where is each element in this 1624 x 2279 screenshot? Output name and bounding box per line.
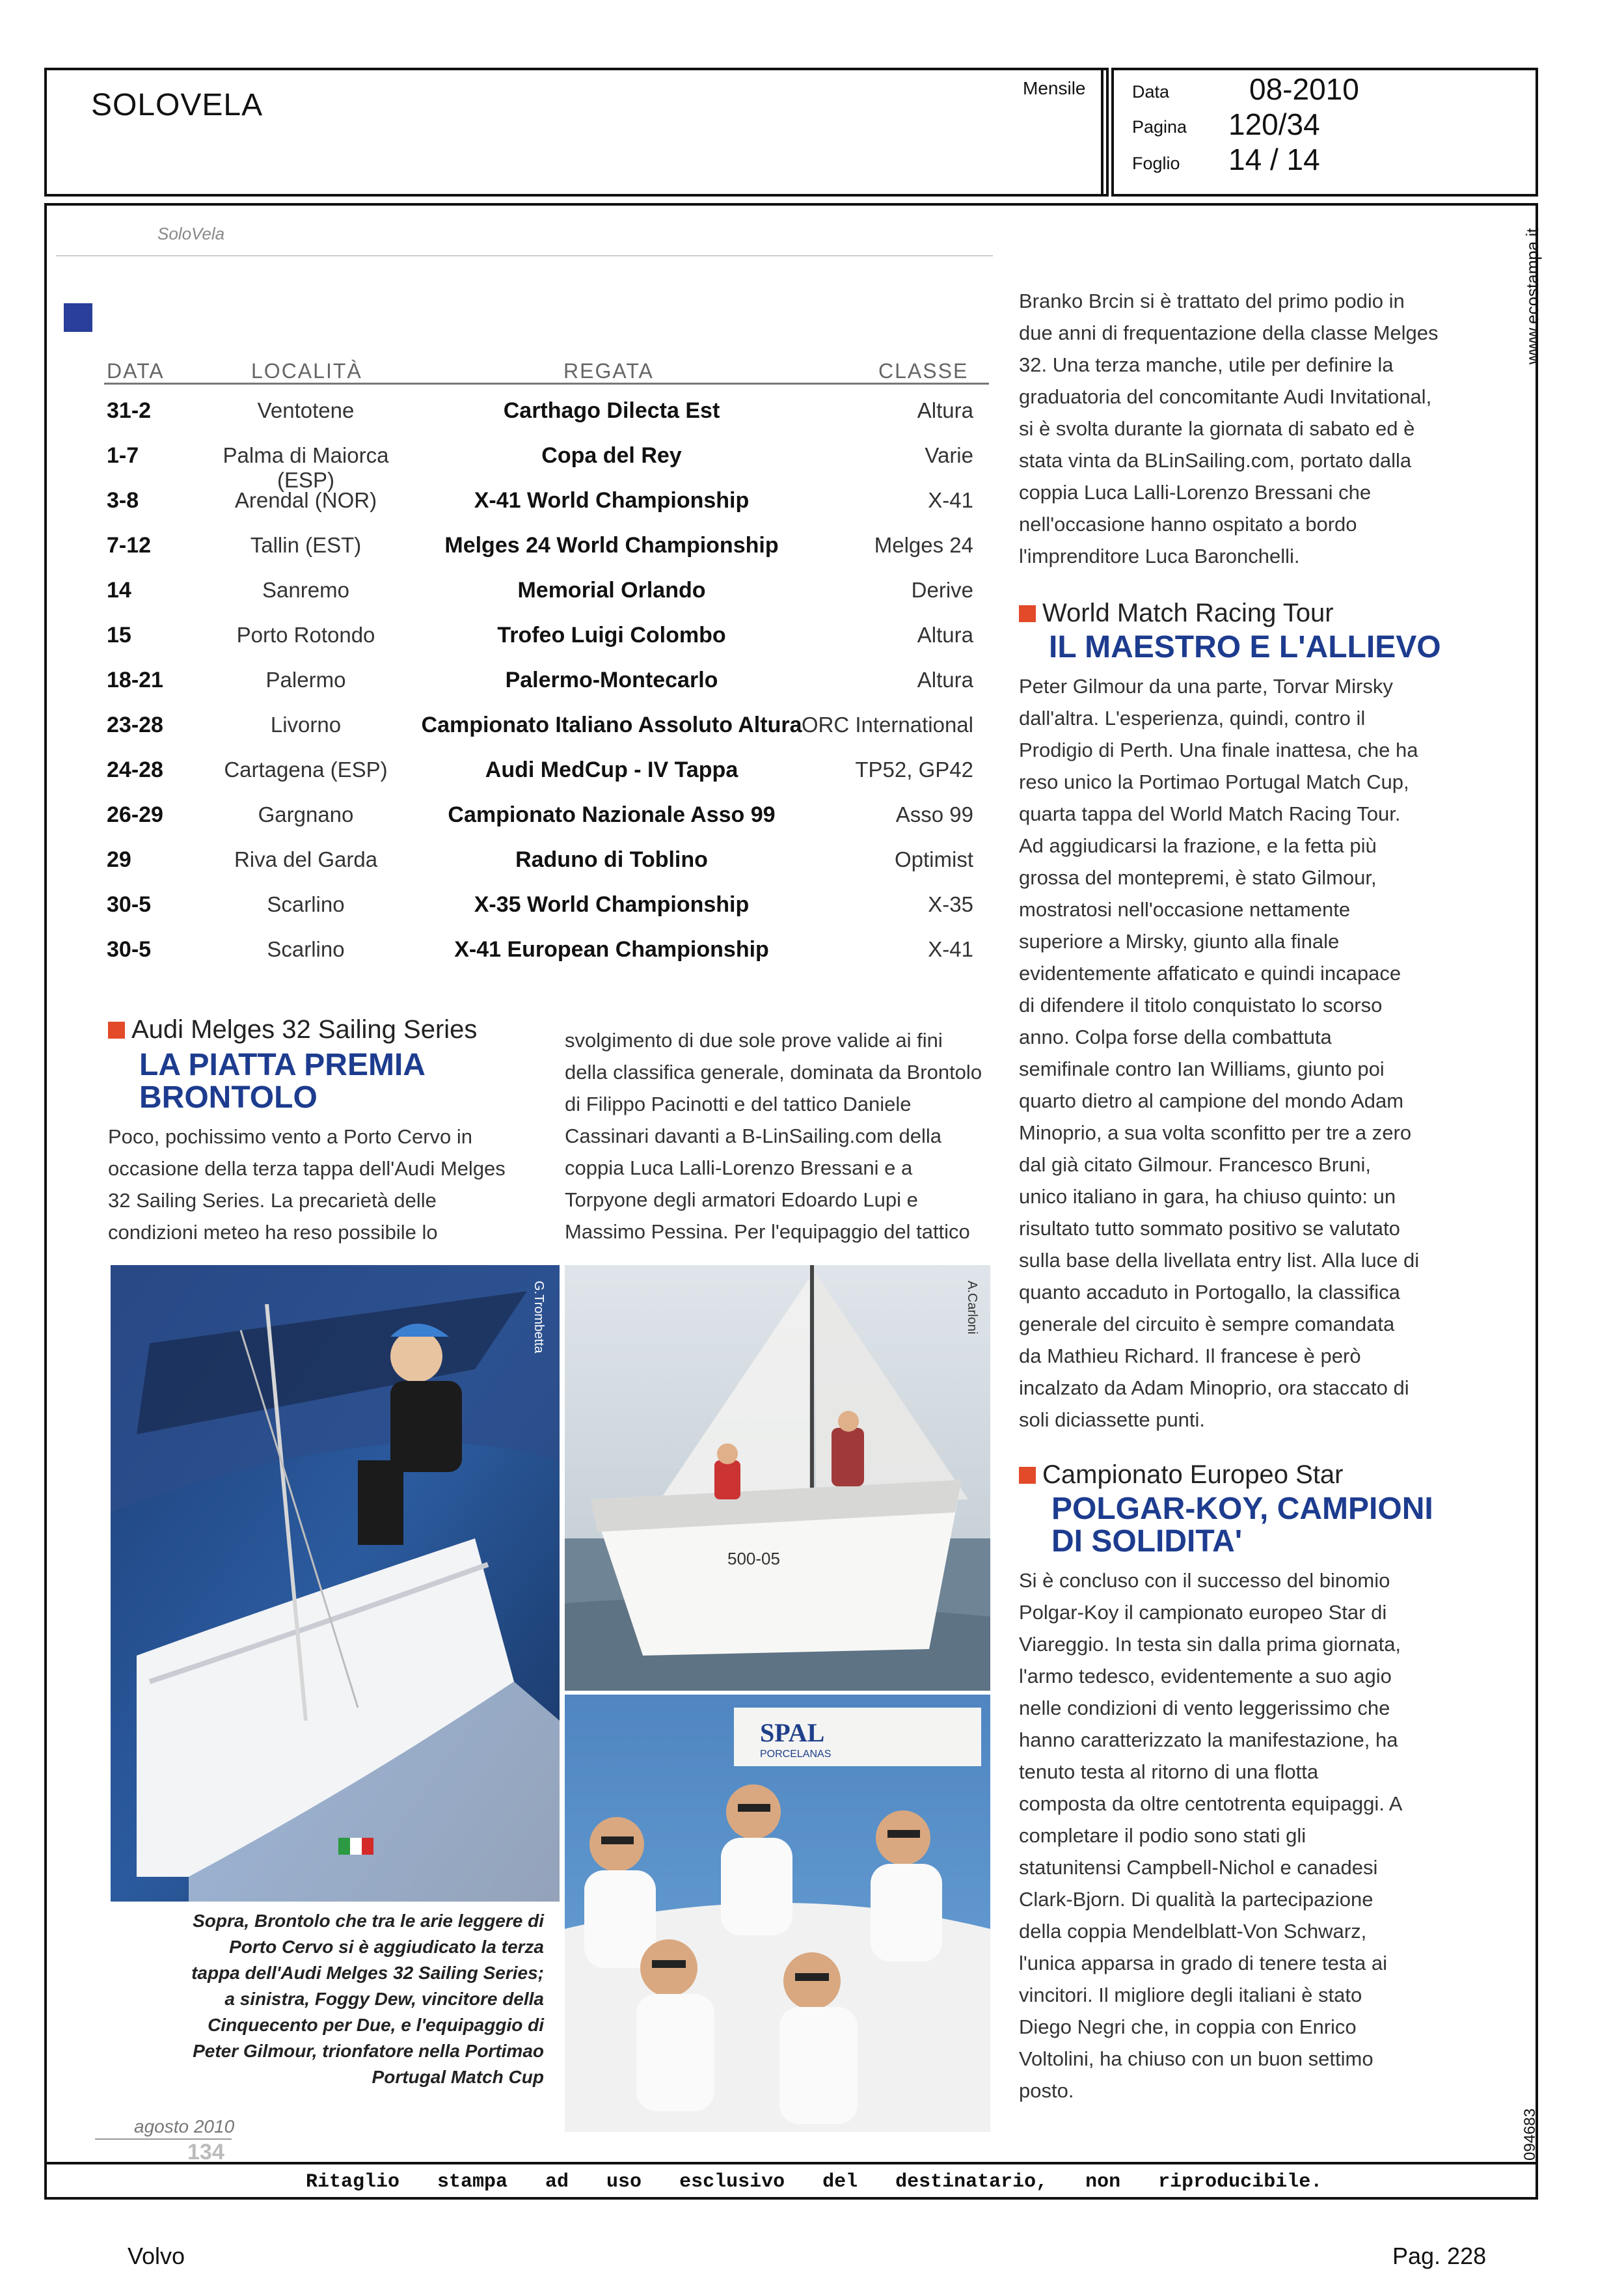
text-line: dall'altra. L'esperienza, quindi, contro il bbox=[1019, 707, 1366, 730]
text-line: unico italiano in gara, ha chiuso quinto: un bbox=[1019, 1185, 1396, 1208]
cell-regatta: Carthago Dilecta Est bbox=[503, 398, 720, 423]
article2-headline: IL MAESTRO E L'ALLIEVO bbox=[1049, 630, 1441, 664]
text-line: Branko Brcin si è trattato del primo podio in bbox=[1019, 290, 1405, 312]
photo-gilmour-crew-svg bbox=[565, 1695, 990, 2132]
cell-class: Altura bbox=[917, 623, 973, 647]
cell-location: Palermo bbox=[265, 668, 346, 692]
photo-foggy-dew bbox=[565, 1265, 990, 1691]
text-line: Polgar-Koy il campionato europeo Star di bbox=[1019, 1601, 1387, 1624]
text-line: due anni di frequentazione della classe Melges bbox=[1019, 321, 1439, 344]
text-line: generale del circuito è sempre comandata bbox=[1019, 1313, 1395, 1335]
text-line: condizioni meteo ha reso possibile lo bbox=[108, 1221, 438, 1244]
cell-location: Sanremo bbox=[262, 578, 349, 602]
text-line: Minoprio, a sua volta sconfitto per tre a zero bbox=[1019, 1121, 1412, 1144]
table-row bbox=[0, 892, 989, 938]
text-line: di difendere il titolo conquistato lo scorso bbox=[1019, 994, 1383, 1017]
text-line: semifinale contro Ian Williams, giunto poi bbox=[1019, 1058, 1385, 1080]
side-url: www.ecostampa.it bbox=[1522, 228, 1542, 364]
article1-kicker: Audi Melges 32 Sailing Series bbox=[108, 1015, 477, 1044]
text-line: da Mathieu Richard. Il francese è però bbox=[1019, 1344, 1361, 1367]
text-line: quarto dietro al campione del mondo Adam bbox=[1019, 1089, 1404, 1112]
photo-gilmour-crew bbox=[565, 1695, 990, 2132]
text-line: graduatoria del concomitante Audi Invitational, bbox=[1019, 385, 1432, 408]
article1-col1 bbox=[108, 1121, 537, 1248]
cell-date: 15 bbox=[107, 623, 131, 648]
text-line: sulla base della livellata entry list. Alla luce di bbox=[1019, 1249, 1420, 1272]
publication-name: SOLOVELA bbox=[91, 88, 264, 122]
pagina-label: Pagina bbox=[1132, 117, 1187, 137]
text-line: vincitori. Il migliore degli italiani è stato bbox=[1019, 1984, 1362, 2006]
photo-melges-heeling bbox=[111, 1265, 560, 1902]
cell-class: Varie bbox=[925, 443, 973, 467]
text-line: occasione della terza tappa dell'Audi Melges bbox=[108, 1157, 506, 1180]
article3-kicker: Campionato Europeo Star bbox=[1019, 1460, 1344, 1490]
caption-line: Sopra, Brontolo che tra le arie leggere di bbox=[193, 1911, 544, 1931]
cell-location: Ventotene bbox=[257, 398, 355, 422]
cell-class: Optimist bbox=[894, 847, 973, 871]
text-line: hanno caratterizzato la manifestazione, ha bbox=[1019, 1728, 1398, 1751]
cell-class: Derive bbox=[911, 578, 973, 602]
text-line: si è svolta durante la giornata di sabato ed è bbox=[1019, 417, 1415, 440]
text-line: nell'occasione hanno ospitato a bordo bbox=[1019, 513, 1357, 536]
cell-date: 1-7 bbox=[107, 443, 139, 468]
text-line: stata vinta da BLinSailing.com, portato dalla bbox=[1019, 449, 1412, 472]
cell-class: X-35 bbox=[928, 892, 973, 916]
caption-line: tappa dell'Audi Melges 32 Sailing Series; bbox=[191, 1963, 544, 1983]
text-line: completare il podio sono stati gli bbox=[1019, 1824, 1306, 1847]
cell-regatta: X-35 World Championship bbox=[474, 892, 750, 917]
cell-location: Cartagena (ESP) bbox=[224, 757, 388, 782]
text-line: coppia Luca Lalli-Lorenzo Bressani che bbox=[1019, 481, 1372, 504]
text-line: composta da oltre centotrenta equipaggi. A bbox=[1019, 1792, 1403, 1815]
article1-col3 bbox=[1019, 285, 1461, 572]
table-row bbox=[0, 802, 989, 848]
photo2-credit: A.Carloni bbox=[965, 1281, 979, 1335]
text-line: della classifica generale, dominata da Brontolo bbox=[565, 1061, 982, 1084]
article3-body bbox=[1019, 1564, 1468, 2107]
text-line: statunitensi Campbell-Nichol e canadesi bbox=[1019, 1856, 1378, 1879]
photo-melges-svg bbox=[111, 1265, 560, 1902]
article3-headline-line1: POLGAR-KOY, CAMPIONI bbox=[1051, 1492, 1433, 1526]
cell-date: 26-29 bbox=[107, 802, 163, 827]
cell-class: Altura bbox=[917, 398, 973, 422]
cell-location: Scarlino bbox=[267, 937, 345, 961]
magazine-name: SoloVela bbox=[157, 224, 225, 243]
table-row bbox=[0, 713, 989, 758]
cell-class: X-41 bbox=[928, 937, 973, 961]
text-line: coppia Luca Lalli-Lorenzo Bressani e a bbox=[565, 1156, 913, 1179]
table-row bbox=[0, 937, 989, 983]
cell-location: Tallin (EST) bbox=[250, 533, 362, 557]
text-line: l'armo tedesco, evidentemente a suo agio bbox=[1019, 1665, 1392, 1687]
text-line: Peter Gilmour da una parte, Torvar Mirsky bbox=[1019, 675, 1393, 698]
text-line: Cassinari davanti a B-LinSailing.com della bbox=[565, 1125, 941, 1147]
text-line: Poco, pochissimo vento a Porto Cervo in bbox=[108, 1125, 472, 1148]
text-line: incalzato da Adam Minoprio, ora staccato di bbox=[1019, 1376, 1409, 1399]
cell-regatta: Melges 24 World Championship bbox=[444, 533, 779, 558]
cell-date: 29 bbox=[107, 847, 131, 872]
cell-date: 23-28 bbox=[107, 713, 163, 737]
text-line: Viareggio. In testa sin dalla prima giornata, bbox=[1019, 1633, 1401, 1656]
data-label: Data bbox=[1132, 82, 1170, 102]
text-line: soli diciassette punti. bbox=[1019, 1408, 1206, 1431]
cell-date: 7-12 bbox=[107, 533, 152, 558]
text-line: Ad aggiudicarsi la frazione, e la fetta più bbox=[1019, 834, 1377, 857]
orange-square-icon bbox=[1019, 605, 1036, 622]
table-row bbox=[0, 757, 989, 803]
cell-location: Gargnano bbox=[258, 802, 354, 826]
sponsor-sub: PORCELANAS bbox=[760, 1749, 832, 1760]
cell-regatta: X-41 European Championship bbox=[454, 937, 769, 962]
cell-class: Asso 99 bbox=[895, 802, 973, 826]
text-line: 32. Una terza manche, utile per definire la bbox=[1019, 353, 1394, 376]
cell-date: 14 bbox=[107, 578, 131, 603]
orange-square-icon bbox=[1019, 1467, 1036, 1484]
col-header-data: DATA bbox=[107, 359, 165, 383]
article3-headline-line2: DI SOLIDITA' bbox=[1051, 1524, 1243, 1559]
caption-line: Porto Cervo si è aggiudicato la terza bbox=[229, 1937, 544, 1957]
cell-class: ORC International bbox=[801, 713, 973, 737]
magazine-rule bbox=[56, 255, 993, 256]
table-row bbox=[0, 668, 989, 713]
text-line: svolgimento di due sole prove valide ai fini bbox=[565, 1029, 943, 1052]
article1-col2 bbox=[565, 1024, 1007, 1248]
table-row bbox=[0, 443, 989, 492]
text-line: Diego Negri che, in coppia con Enrico bbox=[1019, 2015, 1357, 2038]
header-separator bbox=[1101, 68, 1103, 197]
page-number: Pag. 228 bbox=[1392, 2243, 1487, 2269]
caption-line: a sinistra, Foggy Dew, vincitore della bbox=[224, 1989, 544, 2009]
cell-date: 24-28 bbox=[107, 757, 163, 782]
text-line: Prodigio di Perth. Una finale inattesa, che ha bbox=[1019, 739, 1418, 761]
cell-regatta: Campionato Italiano Assoluto Altura bbox=[421, 713, 802, 737]
text-line: della coppia Mendelblatt-Von Schwarz, bbox=[1019, 1920, 1367, 1943]
text-line: superiore a Mirsky, giunto alla finale bbox=[1019, 930, 1340, 953]
cell-date: 18-21 bbox=[107, 668, 163, 692]
photo-foggy-dew-svg bbox=[565, 1265, 990, 1691]
cell-class: TP52, GP42 bbox=[855, 757, 973, 782]
cell-location: Palma di Maiorca (ESP) bbox=[223, 443, 389, 492]
article1-headline-line2: BRONTOLO bbox=[139, 1080, 318, 1115]
text-line: anno. Colpa forse della combattuta bbox=[1019, 1026, 1332, 1048]
cell-regatta: Raduno di Toblino bbox=[515, 847, 708, 872]
cell-regatta: Trofeo Luigi Colombo bbox=[497, 623, 726, 648]
text-line: posto. bbox=[1019, 2079, 1074, 2102]
caption-line: Peter Gilmour, trionfatore nella Portimao bbox=[193, 2041, 544, 2061]
text-line: reso unico la Portimao Portugal Match Cup, bbox=[1019, 771, 1409, 793]
text-line: nelle condizioni di vento leggerissimo che bbox=[1019, 1697, 1390, 1719]
text-line: l'unica apparsa in grado di tenere testa ai bbox=[1019, 1952, 1388, 1974]
text-line: di Filippo Pacinotti e del tattico Daniele bbox=[565, 1093, 912, 1115]
side-code: 094683 bbox=[1521, 2108, 1539, 2161]
text-line: dal già citato Gilmour. Francesco Bruni, bbox=[1019, 1153, 1372, 1176]
cell-location: Arendal (NOR) bbox=[234, 488, 377, 512]
sponsor-name: SPAL bbox=[760, 1718, 825, 1747]
table-row bbox=[0, 533, 989, 579]
article1-headline-line1: LA PIATTA PREMIA bbox=[139, 1048, 426, 1082]
table-row bbox=[0, 398, 989, 444]
text-line: Voltolini, ha chiuso con un buon settimo bbox=[1019, 2047, 1374, 2070]
table-row bbox=[0, 623, 989, 668]
photo-caption bbox=[111, 1908, 544, 2090]
cell-location: Scarlino bbox=[267, 892, 345, 916]
text-line: grossa del montepremi, è stato Gilmour, bbox=[1019, 866, 1377, 889]
cell-class: Altura bbox=[917, 668, 973, 692]
client-name: Volvo bbox=[128, 2243, 185, 2269]
foglio-value: 14 / 14 bbox=[1228, 143, 1320, 176]
text-line: risultato tutto sommato positivo se valutato bbox=[1019, 1217, 1400, 1240]
cell-date: 31-2 bbox=[107, 398, 152, 423]
col-header-classe: CLASSE bbox=[878, 359, 969, 383]
data-value: 08-2010 bbox=[1249, 72, 1359, 106]
caption-line: Cinquecento per Due, e l'equipaggio di bbox=[208, 2015, 544, 2035]
col-header-regata: REGATA bbox=[563, 359, 654, 383]
text-line: Clark-Bjorn. Di qualità la partecipazione bbox=[1019, 1888, 1374, 1911]
table-row bbox=[0, 488, 989, 534]
text-line: Torpyone degli armatori Edoardo Lupi e bbox=[565, 1188, 918, 1211]
text-line: quarta tappa del World Match Racing Tour. bbox=[1019, 802, 1401, 825]
cell-regatta: Audi MedCup - IV Tappa bbox=[485, 757, 738, 782]
folio-page: 134 bbox=[187, 2140, 224, 2164]
cell-class: Melges 24 bbox=[874, 533, 973, 557]
text-line: l'imprenditore Luca Baronchelli. bbox=[1019, 545, 1300, 567]
text-line: mostratosi nell'occasione nettamente bbox=[1019, 898, 1351, 921]
clipping-notice: Ritaglio stampa ad uso esclusivo del destinatario, non riproducibile. bbox=[306, 2171, 1323, 2193]
cell-location: Riva del Garda bbox=[234, 847, 378, 871]
section-marker bbox=[64, 303, 92, 332]
sail-number: 500-05 bbox=[727, 1549, 780, 1568]
cell-location: Porto Rotondo bbox=[236, 623, 375, 647]
frequency-label: Mensile bbox=[1023, 78, 1086, 98]
folio-month: agosto 2010 bbox=[134, 2116, 235, 2136]
text-line: 32 Sailing Series. La precarietà delle bbox=[108, 1189, 437, 1212]
orange-square-icon bbox=[108, 1022, 125, 1039]
foglio-label: Foglio bbox=[1132, 154, 1180, 173]
cell-location: Livorno bbox=[270, 713, 342, 737]
cell-regatta: Campionato Nazionale Asso 99 bbox=[448, 802, 776, 827]
article2-kicker: World Match Racing Tour bbox=[1019, 599, 1334, 628]
table-row bbox=[0, 578, 989, 623]
photo1-credit: G.Trombetta bbox=[532, 1281, 546, 1354]
text-line: Massimo Pessina. Per l'equipaggio del tattico bbox=[565, 1220, 970, 1243]
article2-body bbox=[1019, 670, 1468, 1436]
footer-divider bbox=[44, 2162, 1538, 2164]
cell-class: X-41 bbox=[928, 488, 973, 512]
table-header-rule bbox=[104, 383, 989, 385]
text-line: tenuto testa al ritorno di una flotta bbox=[1019, 1760, 1319, 1783]
text-line: quanto accaduto in Portogallo, la classifica bbox=[1019, 1281, 1400, 1303]
pagina-value: 120/34 bbox=[1228, 107, 1320, 141]
cell-regatta: Palermo-Montecarlo bbox=[505, 668, 718, 692]
table-row bbox=[0, 847, 989, 893]
cell-regatta: X-41 World Championship bbox=[474, 488, 750, 513]
cell-regatta: Copa del Rey bbox=[541, 443, 682, 468]
cell-date: 30-5 bbox=[107, 892, 152, 917]
cell-date: 30-5 bbox=[107, 937, 152, 962]
text-line: Si è concluso con il successo del binomio bbox=[1019, 1569, 1390, 1592]
cell-date: 3-8 bbox=[107, 488, 139, 513]
text-line: evidentemente affaticato e quindi incapace bbox=[1019, 962, 1401, 985]
cell-regatta: Memorial Orlando bbox=[517, 578, 706, 603]
col-header-localita: LOCALITÀ bbox=[251, 359, 362, 383]
caption-line: Portugal Match Cup bbox=[372, 2067, 544, 2087]
